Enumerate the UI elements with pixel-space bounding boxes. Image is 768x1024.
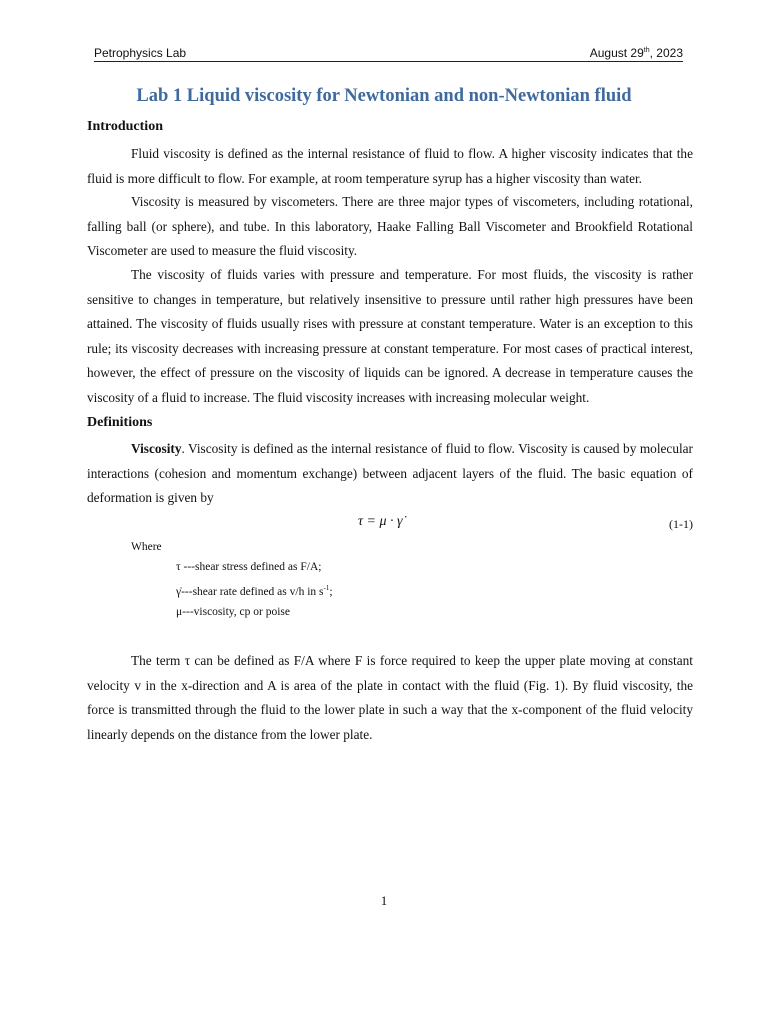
- intro-paragraph-1-text: Fluid viscosity is defined as the internal resistance of fluid to flow. A higher viscosity indicates that the fluid is more difficult to flow. For example, at room temperature syrup has a higher viscosity than water.: [87, 146, 693, 186]
- intro-paragraph-2-text: Viscosity is measured by viscometers. There are three major types of viscometers, including rotational, falling ball (or sphere), and tube. In this laboratory, Haake Falling Ball Viscometer and Brookfield Rotational Viscometer are used to measure the fluid viscosity.: [87, 194, 693, 259]
- definitions-paragraph-1-text: . Viscosity is defined as the internal resistance of fluid to flow. Viscosity is caused by molecular interactions (cohesion and momentum exchange) between adjacent layers of the fluid. The basic equation of deformation is given by: [87, 441, 693, 506]
- definitions-heading: Definitions: [87, 415, 153, 430]
- symbol-definitions: [176, 561, 333, 629]
- header-date-suffix: th: [643, 47, 650, 54]
- header-date-main: August 29: [589, 46, 644, 60]
- page-header: [94, 46, 683, 62]
- introduction-heading: Introduction: [87, 119, 163, 134]
- header-course-name: Petrophysics Lab: [94, 46, 187, 60]
- page-number: 1: [380, 893, 388, 908]
- equation-number: (1-1): [669, 517, 693, 531]
- definition-viscosity: μ---viscosity, cp or poise: [176, 606, 291, 618]
- viscosity-term: Viscosity: [131, 441, 182, 456]
- document-title: Lab 1 Liquid viscosity for Newtonian and non-Newtonian fluid: [136, 86, 632, 106]
- definition-shear-rate-text: γ̇---shear rate defined as v/h in s: [176, 585, 324, 598]
- intro-paragraph-3-text: The viscosity of fluids varies with pressure and temperature. For most fluids, the viscosity is rather sensitive to changes in temperature, but relatively insensitive to pressure until rather high pressures have been attained. The viscosity of fluids usually rises with pressure at constant temperature. Water is an exception to this rule; its viscosity decreases with increasing pressure at constant temperature. For most cases of practical interest, however, the effect of pressure on the viscosity of liquids can be ignored. A decrease in temperature causes the viscosity of a fluid to increase. The fluid viscosity increases with increasing molecular weight.: [87, 267, 693, 405]
- definitions-paragraph-2-text: The term τ can be defined as F/A where F is force required to keep the upper plate moving at constant velocity v in the x-direction and A is area of the plate in contact with the fluid (Fig. 1). By fluid viscosity, the force is transmitted through the fluid to the lower plate in such a way that the x-component of the fluid velocity linearly depends on the distance from the lower plate.: [87, 653, 693, 742]
- definition-shear-rate-tail: ;: [329, 585, 333, 598]
- equation-1-1: τ = μ · γ̇: [358, 514, 403, 529]
- definition-shear-rate-exponent: -1: [323, 583, 330, 592]
- intro-paragraph-3: [87, 263, 693, 411]
- header-date: [590, 46, 683, 60]
- definition-shear-rate: [176, 584, 333, 607]
- definitions-paragraph-1: [87, 437, 693, 511]
- definitions-paragraph-2: [87, 649, 693, 747]
- where-label: Where: [131, 541, 162, 553]
- intro-paragraph-1: [87, 142, 693, 191]
- definition-shear-stress: τ ---shear stress defined as F/A;: [176, 561, 322, 573]
- header-date-year: , 2023: [649, 46, 683, 60]
- intro-paragraph-2: [87, 190, 693, 264]
